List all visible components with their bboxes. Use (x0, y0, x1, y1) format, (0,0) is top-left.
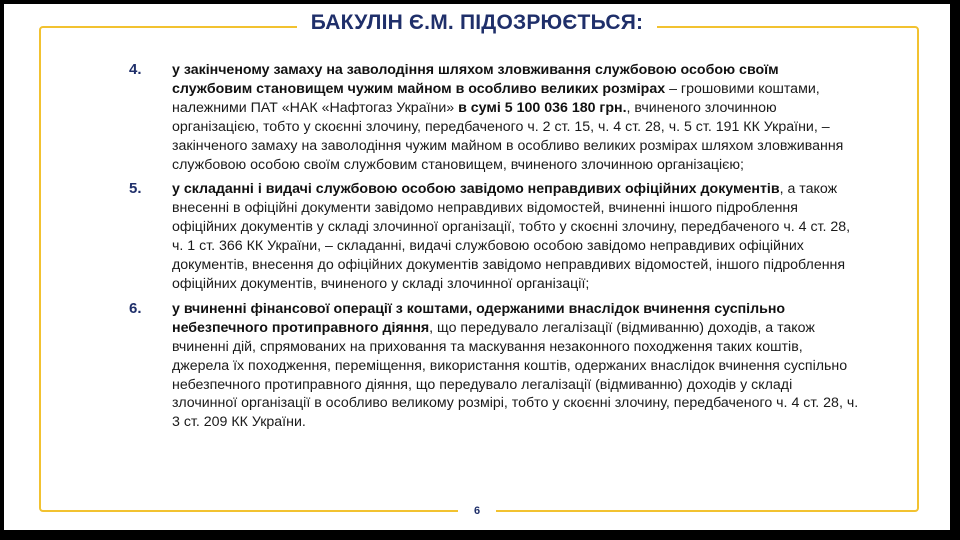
list-item (129, 300, 859, 432)
item-bold-text: у вчиненні фінансової операції з коштами, одержаними внаслідок вчинення суспільно небезпечного протиправного діяння (172, 300, 786, 336)
item-regular-text: , вчиненого злочинною організацією, тобто у скоєнні злочину, передбаченого ч. 2 ст. 15, ч. 4 ст. 28, ч. 5 ст. 191 КК України, – закінченого замаху на заволодіння чужим майном в особливо великих розмірах шляхом зловживання службовою особою своїм службовим становищем, вчиненого злочинною організацією; (172, 99, 844, 173)
item-regular-text: – грошовими коштами, належними ПАТ «НАК «Нафтогаз України» (172, 80, 820, 116)
item-regular-text: , а також внесенні в офіційні документи завідомо неправдивих відомостей, вчиненні іншого підроблення офіційних документів у складі злочинної організації, тобто у скоєнні злочину, передбаченого ч. 4 ст. 28, ч. 1 ст. 366 КК України, – складанні, видачі службовою особою завідомо неправдивих офіційних документів, внесення до офіційних документів завідомо неправдивих відомостей, іншого підроблення офіційних документів, вчиненого у складі злочинної організації; (172, 181, 851, 292)
charges-list (129, 61, 859, 438)
item-bold-text: у складанні і видачі службовою особою завідомо неправдивих офіційних документів (172, 181, 780, 198)
slide-title: БАКУЛІН Є.М. ПІДОЗРЮЄТЬСЯ: (297, 11, 657, 35)
slide (4, 4, 950, 530)
page-number: 6 (458, 505, 496, 517)
item-number: 6. (129, 299, 142, 317)
item-text (172, 300, 859, 432)
item-text (172, 61, 859, 174)
item-regular-text: , що передувало легалізації (відмиванню) доходів, а також вчиненні дій, спрямованих на приховання та маскування незаконного походження таких коштів, джерела їх походження, переміщення, використання коштів, одержаних внаслідок вчинення суспільно небезпечного протиправного діяння, що передувало легалізації (відмиванню) доходів у складі злочинної організації в особливо великому розмірі, тобто у скоєнні злочину, передбаченого ч. 4 ст. 28, ч. 3 ст. 209 КК України. (172, 319, 859, 431)
item-number: 4. (129, 61, 142, 78)
item-text (172, 180, 859, 293)
item-bold-text: у закінченому замаху на заволодіння шляхом зловживання службовою особою своїм службовим становищем чужим майном в особливо великих розмірах (172, 62, 779, 97)
page-number-area (4, 501, 950, 519)
title-area (4, 11, 950, 35)
list-item (129, 61, 859, 174)
item-number: 5. (129, 180, 142, 198)
list-item (129, 180, 859, 293)
item-amount: в сумі 5 100 036 180 грн. (458, 99, 627, 116)
